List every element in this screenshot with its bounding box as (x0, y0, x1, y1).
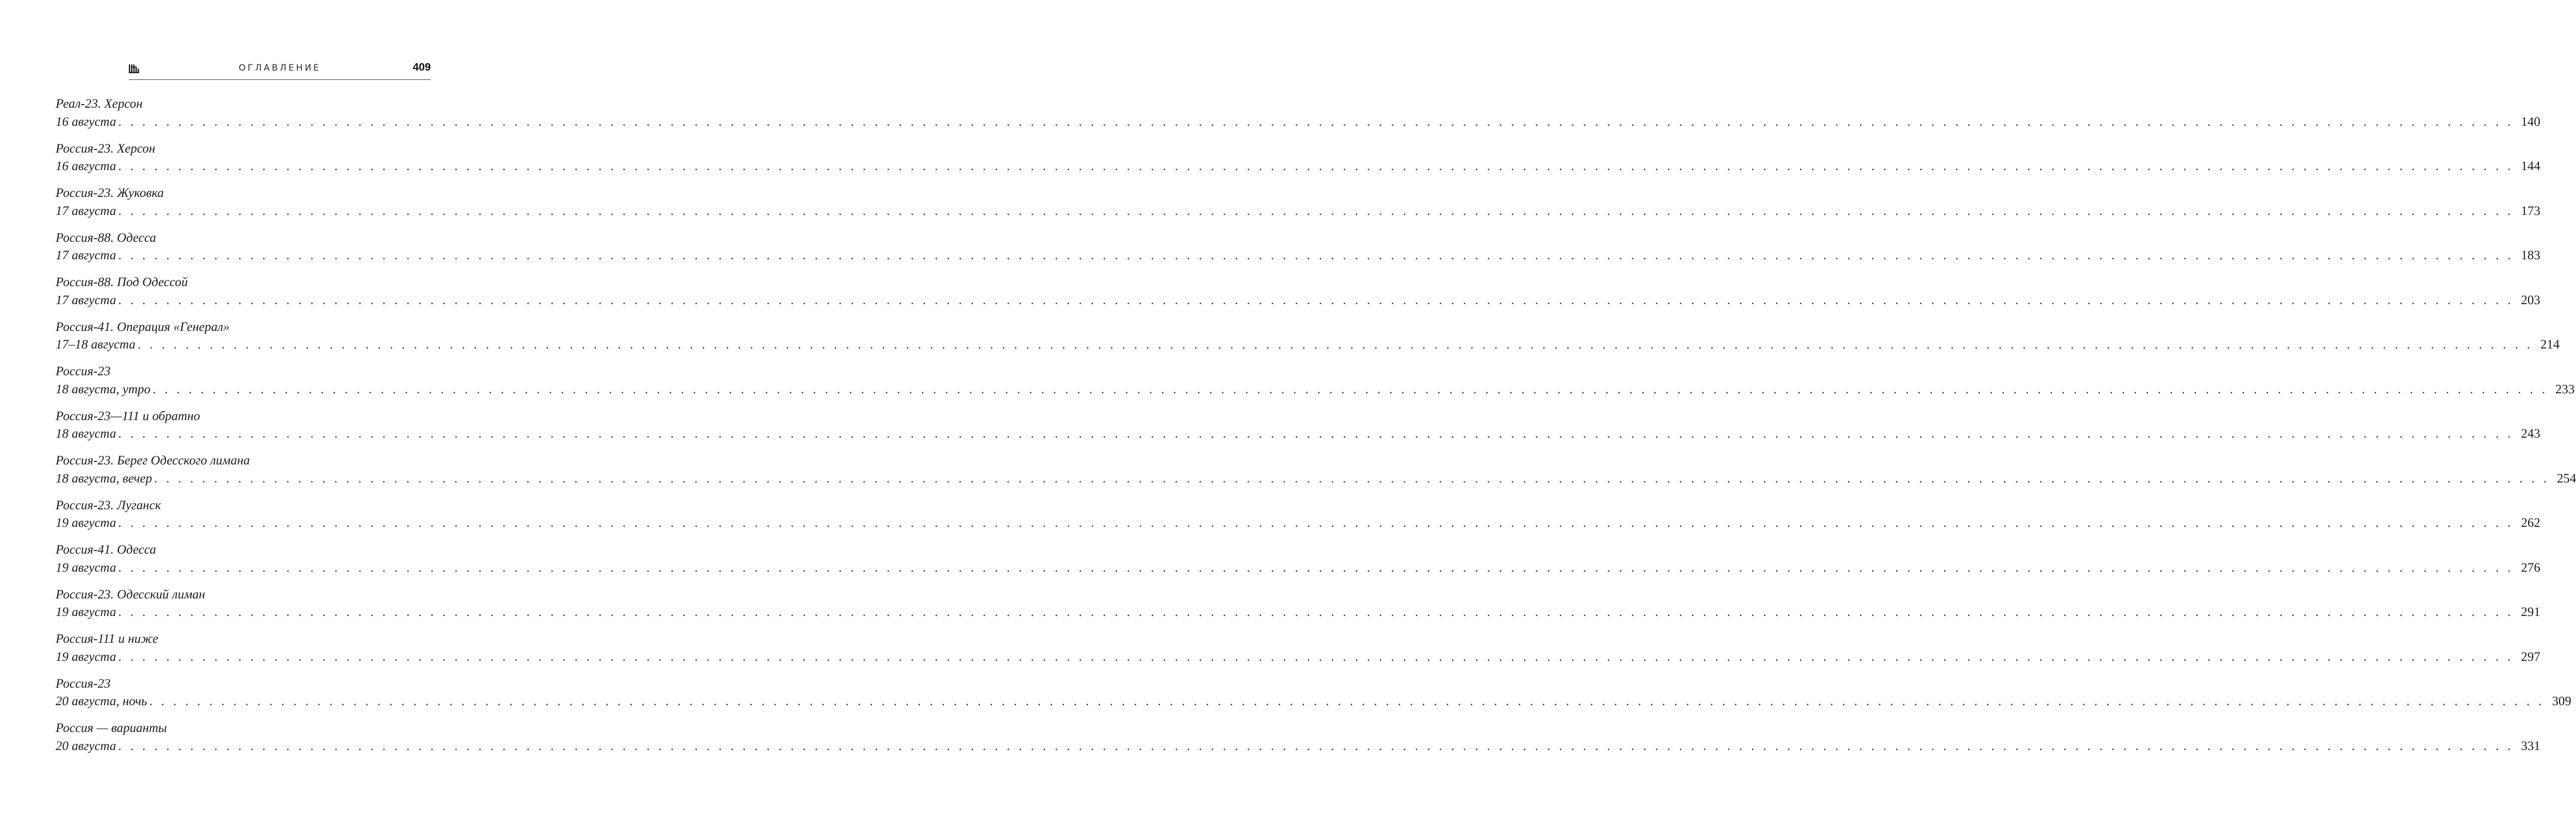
toc-entry-detail (56, 604, 2540, 622)
toc-entry (56, 586, 2540, 631)
toc-entry (56, 363, 2575, 408)
toc-entry (56, 541, 2540, 586)
toc-entry-date: 16 августа (56, 114, 116, 129)
toc-entry (56, 95, 2540, 140)
toc-entry-page: 203 (2521, 293, 2540, 307)
dot-leader: . . . . . . . . . . . . . . . . . . . . . . . . . . . . . . . . . . . . . . . . . . . . . . . . . . . . . . . . . . . . . . . . . . . . . . . . . . . . . . . . . . . . . . . . . . . . . . . . . . . . . . . . . . . . . . . . . . . . . . . . . . . . . . . . . . . . . . . . . . . . . . . . . . . . . . . . . . . . . . . . . . . . . . . . . . . . . . . . . . . . . . . . . . . . . . . . . . . . . . . . (118, 605, 2514, 619)
toc-entry-detail (56, 158, 2540, 176)
toc-entry (56, 675, 2571, 720)
toc-entry (56, 140, 2540, 185)
toc-entry-date: 17 августа (56, 248, 116, 262)
toc-entry-detail (56, 738, 2540, 756)
toc-entry-date: 17 августа (56, 204, 116, 218)
table-of-contents (56, 95, 2576, 764)
toc-entry-page: 297 (2521, 649, 2540, 664)
toc-entry-page: 243 (2521, 427, 2540, 441)
toc-entry-detail (56, 693, 2571, 711)
dot-leader: . . . . . . . . . . . . . . . . . . . . . . . . . . . . . . . . . . . . . . . . . . . . . . . . . . . . . . . . . . . . . . . . . . . . . . . . . . . . . . . . . . . . . . . . . . . . . . . . . . . . . . . . . . . . . . . . . . . . . . . . . . . . . . . . . . . . . . . . . . . . . . . . . . . . . . . . . . . . . . . . . . . . . . . . . . . . . . . . . . . . . . . . . . . . . . . . . . . . . . . . (118, 114, 2514, 129)
dot-leader: . . . . . . . . . . . . . . . . . . . . . . . . . . . . . . . . . . . . . . . . . . . . . . . . . . . . . . . . . . . . . . . . . . . . . . . . . . . . . . . . . . . . . . . . . . . . . . . . . . . . . . . . . . . . . . . . . . . . . . . . . . . . . . . . . . . . . . . . . . . . . . . . . . . . . . . . . . . . . . . . . . . . . . . . . . . . . . . . . . . . . . . . . . . . . . . . . . . . . . . . (118, 159, 2514, 173)
dot-leader: . . . . . . . . . . . . . . . . . . . . . . . . . . . . . . . . . . . . . . . . . . . . . . . . . . . . . . . . . . . . . . . . . . . . . . . . . . . . . . . . . . . . . . . . . . . . . . . . . . . . . . . . . . . . . . . . . . . . . . . . . . . . . . . . . . . . . . . . . . . . . . . . . . . . . . . . . . . . . . . . . . . . . . . . . . . . . . . . . . . . . . . . . . . . . . . . . . . . . . . . (118, 516, 2514, 530)
dot-leader: . . . . . . . . . . . . . . . . . . . . . . . . . . . . . . . . . . . . . . . . . . . . . . . . . . . . . . . . . . . . . . . . . . . . . . . . . . . . . . . . . . . . . . . . . . . . . . . . . . . . . . . . . . . . . . . . . . . . . . . . . . . . . . . . . . . . . . . . . . . . . . . . . . . . . . . . . . . . . . . . . . . . . . . . . . . . . . . . . . . . . . . . . . . . . . . . . . . . . . . . (149, 694, 2545, 708)
toc-entry (56, 630, 2540, 675)
toc-entry-page: 276 (2521, 560, 2540, 575)
toc-entry-detail (56, 381, 2575, 399)
toc-entry-title: Россия-23 (56, 676, 111, 691)
toc-entry-page: 183 (2521, 248, 2540, 262)
toc-entry-date: 16 августа (56, 159, 116, 173)
toc-entry-detail (56, 336, 2560, 354)
toc-entry-date: 20 августа (56, 739, 116, 753)
toc-entry-date: 19 августа (56, 560, 116, 575)
toc-entry-title: Россия-23 (56, 364, 111, 378)
running-head (129, 61, 431, 80)
toc-entry-detail (56, 470, 2576, 488)
toc-entry-title: Россия-23—111 и обратно (56, 409, 200, 423)
toc-entry (56, 185, 2540, 229)
dot-leader: . . . . . . . . . . . . . . . . . . . . . . . . . . . . . . . . . . . . . . . . . . . . . . . . . . . . . . . . . . . . . . . . . . . . . . . . . . . . . . . . . . . . . . . . . . . . . . . . . . . . . . . . . . . . . . . . . . . . . . . . . . . . . . . . . . . . . . . . . . . . . . . . . . . . . . . . . . . . . . . . . . . . . . . . . . . . . . . . . . . . . . . . . . . . . . . . . . . . . . . . (118, 649, 2514, 664)
toc-entry (56, 319, 2560, 363)
toc-entry-page: 233 (2555, 382, 2575, 396)
toc-entry-title: Россия-111 и ниже (56, 632, 159, 646)
toc-entry-detail (56, 292, 2540, 310)
dot-leader: . . . . . . . . . . . . . . . . . . . . . . . . . . . . . . . . . . . . . . . . . . . . . . . . . . . . . . . . . . . . . . . . . . . . . . . . . . . . . . . . . . . . . . . . . . . . . . . . . . . . . . . . . . . . . . . . . . . . . . . . . . . . . . . . . . . . . . . . . . . . . . . . . . . . . . . . . . . . . . . . . . . . . . . . . . . . . . . . . . . . . . . . . . . . . . . . . . . . . . . . (118, 204, 2514, 218)
dot-leader: . . . . . . . . . . . . . . . . . . . . . . . . . . . . . . . . . . . . . . . . . . . . . . . . . . . . . . . . . . . . . . . . . . . . . . . . . . . . . . . . . . . . . . . . . . . . . . . . . . . . . . . . . . . . . . . . . . . . . . . . . . . . . . . . . . . . . . . . . . . . . . . . . . . . . . . . . . . . . . . . . . . . . . . . . . . . . . . . . . . . . . . . . . . . . . . . . . . . . . . . (153, 382, 2548, 396)
toc-entry-detail (56, 425, 2540, 443)
running-head-title: ОГЛАВЛЕНИЕ (239, 63, 321, 73)
toc-entry-date: 18 августа, утро (56, 382, 151, 396)
toc-entry-title: Россия — варианты (56, 721, 167, 735)
toc-entry-page: 140 (2521, 114, 2540, 129)
dot-leader: . . . . . . . . . . . . . . . . . . . . . . . . . . . . . . . . . . . . . . . . . . . . . . . . . . . . . . . . . . . . . . . . . . . . . . . . . . . . . . . . . . . . . . . . . . . . . . . . . . . . . . . . . . . . . . . . . . . . . . . . . . . . . . . . . . . . . . . . . . . . . . . . . . . . . . . . . . . . . . . . . . . . . . . . . . . . . . . . . . . . . . . . . . . . . . . . . . . . . . . . (118, 427, 2514, 441)
toc-entry-detail (56, 514, 2540, 532)
toc-entry-title: Россия-23. Берег Одесского лимана (56, 454, 250, 468)
toc-entry (56, 274, 2540, 319)
toc-entry-page: 173 (2521, 204, 2540, 218)
toc-entry-date: 19 августа (56, 605, 116, 619)
dot-leader: . . . . . . . . . . . . . . . . . . . . . . . . . . . . . . . . . . . . . . . . . . . . . . . . . . . . . . . . . . . . . . . . . . . . . . . . . . . . . . . . . . . . . . . . . . . . . . . . . . . . . . . . . . . . . . . . . . . . . . . . . . . . . . . . . . . . . . . . . . . . . . . . . . . . . . . . . . . . . . . . . . . . . . . . . . . . . . . . . . . . . . . . . . . . . . . . . . . . . . . . (118, 248, 2514, 262)
toc-entry-title: Россия-23. Одесский лиман (56, 587, 206, 602)
toc-entry-date: 19 августа (56, 516, 116, 530)
toc-entry-date: 17 августа (56, 293, 116, 307)
toc-entry-date: 18 августа, вечер (56, 471, 153, 486)
dot-leader: . . . . . . . . . . . . . . . . . . . . . . . . . . . . . . . . . . . . . . . . . . . . . . . . . . . . . . . . . . . . . . . . . . . . . . . . . . . . . . . . . . . . . . . . . . . . . . . . . . . . . . . . . . . . . . . . . . . . . . . . . . . . . . . . . . . . . . . . . . . . . . . . . . . . . . . . . . . . . . . . . . . . . . . . . . . . . . . . . . . . . . . . . . . . . . . . . . . . . . . . (118, 293, 2514, 307)
toc-entry-page: 144 (2521, 159, 2540, 173)
toc-entry-page: 262 (2521, 516, 2540, 530)
toc-entry-page: 214 (2540, 338, 2560, 352)
toc-entry (56, 452, 2576, 497)
toc-entry-page: 309 (2552, 694, 2571, 708)
dot-leader: . . . . . . . . . . . . . . . . . . . . . . . . . . . . . . . . . . . . . . . . . . . . . . . . . . . . . . . . . . . . . . . . . . . . . . . . . . . . . . . . . . . . . . . . . . . . . . . . . . . . . . . . . . . . . . . . . . . . . . . . . . . . . . . . . . . . . . . . . . . . . . . . . . . . . . . . . . . . . . . . . . . . . . . . . . . . . . . . . . . . . . . . . . . . . . . . . . . . . . . . (137, 338, 2533, 352)
toc-entry-title: Россия-88. Под Одессой (56, 275, 188, 289)
toc-entry-detail (56, 559, 2540, 577)
toc-entry-title: Россия-23. Жуковка (56, 186, 164, 200)
page-number: 409 (412, 61, 431, 73)
toc-entry-title: Россия-23. Херсон (56, 141, 156, 156)
toc-entry-date: 20 августа, ночь (56, 694, 147, 708)
toc-entry-detail (56, 203, 2540, 221)
toc-entry-date: 18 августа (56, 427, 116, 441)
toc-entry-page: 331 (2521, 739, 2540, 753)
toc-entry-detail (56, 113, 2540, 131)
toc-entry-detail (56, 648, 2540, 667)
toc-entry-detail (56, 247, 2540, 265)
toc-entry-title: Россия-88. Одесса (56, 230, 156, 245)
dot-leader: . . . . . . . . . . . . . . . . . . . . . . . . . . . . . . . . . . . . . . . . . . . . . . . . . . . . . . . . . . . . . . . . . . . . . . . . . . . . . . . . . . . . . . . . . . . . . . . . . . . . . . . . . . . . . . . . . . . . . . . . . . . . . . . . . . . . . . . . . . . . . . . . . . . . . . . . . . . . . . . . . . . . . . . . . . . . . . . . . . . . . . . . . . . . . . . . . . . . . . . . (118, 739, 2514, 753)
toc-entry-date: 19 августа (56, 649, 116, 664)
dot-leader: . . . . . . . . . . . . . . . . . . . . . . . . . . . . . . . . . . . . . . . . . . . . . . . . . . . . . . . . . . . . . . . . . . . . . . . . . . . . . . . . . . . . . . . . . . . . . . . . . . . . . . . . . . . . . . . . . . . . . . . . . . . . . . . . . . . . . . . . . . . . . . . . . . . . . . . . . . . . . . . . . . . . . . . . . . . . . . . . . . . . . . . . . . . . . . . . . . . . . . . . (118, 560, 2514, 575)
toc-entry (56, 720, 2540, 764)
dot-leader: . . . . . . . . . . . . . . . . . . . . . . . . . . . . . . . . . . . . . . . . . . . . . . . . . . . . . . . . . . . . . . . . . . . . . . . . . . . . . . . . . . . . . . . . . . . . . . . . . . . . . . . . . . . . . . . . . . . . . . . . . . . . . . . . . . . . . . . . . . . . . . . . . . . . . . . . . . . . . . . . . . . . . . . . . . . . . . . . . . . . . . . . . . . . . . . . . . . . . . . . (154, 471, 2550, 486)
toc-entry-title: Россия-41. Операция «Генерал» (56, 320, 230, 334)
toc-entry-title: Реал-23. Херсон (56, 97, 143, 111)
toc-entry-title: Россия-23. Луганск (56, 498, 161, 512)
toc-entry (56, 408, 2540, 453)
toc-entry-page: 291 (2521, 605, 2540, 619)
toc-entry (56, 497, 2540, 542)
toc-entry-date: 17–18 августа (56, 338, 136, 352)
toc-entry-page: 254 (2556, 471, 2576, 486)
toc-entry (56, 229, 2540, 274)
toc-entry-title: Россия-41. Одесса (56, 543, 156, 557)
